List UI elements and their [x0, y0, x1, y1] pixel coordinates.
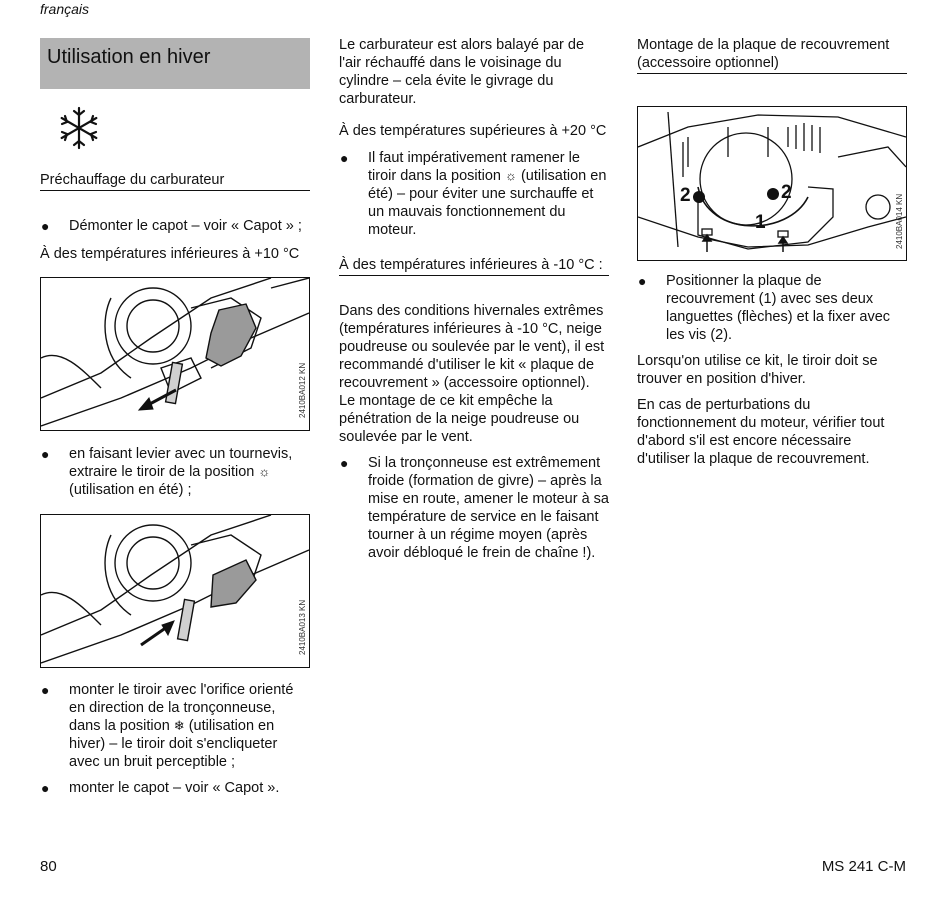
- list-item: [40, 445, 310, 499]
- cover-plate-heading: Montage de la plaque de recouvrement (accessoire optionnel): [637, 36, 907, 74]
- list-item: [40, 681, 310, 771]
- bullet-icon: ●: [41, 682, 50, 698]
- temp-below-minus10-heading: À des températures inférieures à -10 °C :: [339, 256, 609, 276]
- column-right: [637, 36, 907, 468]
- snowflake-icon: ❄: [173, 718, 185, 733]
- callout-screw-right: 2: [781, 182, 792, 203]
- paragraph: Lorsqu'on utilise ce kit, le tiroir doit se trouver en position d'hiver.: [637, 353, 878, 387]
- figure-remove-slide: [40, 277, 310, 431]
- bullet-text: monter le capot – voir « Capot ».: [69, 780, 280, 796]
- language-label: français: [40, 1, 90, 17]
- list-item: [339, 454, 609, 562]
- bullet-icon: ●: [638, 273, 647, 289]
- column-middle: [339, 36, 609, 562]
- list-item: [637, 272, 907, 344]
- bullet-text: (utilisation en été) – pour éviter une surchauffe et un mauvais fonctionnement du moteur.: [368, 168, 607, 238]
- figure-code: 2410BA014 KN: [895, 193, 904, 249]
- paragraph: Le carburateur est alors balayé par de l'air réchauffé dans le voisinage du cylindre – cela évite le givrage du carburateur.: [339, 37, 585, 107]
- bullet-text: Il faut impérativement ramener le tiroir dans la position: [368, 150, 580, 184]
- snowflake-icon: [56, 105, 102, 151]
- bullet-icon: ●: [41, 780, 50, 796]
- column-left: [40, 36, 310, 797]
- bullet-text: Démonter le capot – voir « Capot » ;: [69, 218, 302, 234]
- paragraph: En cas de perturbations du fonctionnement du moteur, vérifier tout d'abord s'il est encore nécessaire d'utiliser la plaque de recouvrement.: [637, 397, 885, 467]
- sun-icon: ☼: [258, 464, 271, 479]
- list-item: [40, 779, 310, 797]
- model-name: MS 241 C-M: [821, 858, 906, 875]
- paragraph: Dans des conditions hivernales extrêmes (températures inférieures à -10 °C, neige poudreuse ou soulevée par le vent), il est recommandé d'utiliser le kit « plaque de recouvrement » (accessoire optionnel). Le montage de ce kit empêche la pénétration de la neige poudreuse ou soulevée par le vent.: [339, 303, 605, 445]
- page-number: 80: [40, 858, 57, 875]
- bullet-text: en faisant levier avec un tournevis, extraire le tiroir de la position: [69, 446, 293, 480]
- bullet-text: (utilisation en hiver) – le tiroir doit s'encliqueter avec un bruit perceptible ;: [69, 718, 278, 770]
- figure-insert-slide: [40, 514, 310, 668]
- bullet-icon: ●: [340, 150, 349, 166]
- callout-screw-left: 2: [680, 185, 691, 206]
- bullet-icon: ●: [340, 455, 349, 471]
- figure-code: 2410BA013 KN: [298, 599, 307, 655]
- bullet-text: Positionner la plaque de recouvrement (1) avec ses deux languettes (flèches) et la fixer avec les vis (2).: [666, 273, 891, 343]
- temp-above-20-heading: À des températures supérieures à +20 °C: [339, 123, 607, 139]
- callout-plate: 1: [755, 212, 766, 233]
- bullet-text: Si la tronçonneuse est extrêmement froide (formation de givre) – après la mise en route, amener le moteur à sa température de service en le faisant tourner à un régime moyen (après avoir débloqué le frein de chaîne !).: [368, 455, 609, 561]
- temp-below-10-heading: À des températures inférieures à +10 °C: [40, 246, 300, 262]
- list-item: [339, 149, 609, 239]
- list-item: [40, 217, 310, 235]
- figure-code: 2410BA012 KN: [298, 362, 307, 418]
- bullet-icon: ●: [41, 446, 50, 462]
- section-title: Utilisation en hiver: [40, 38, 310, 89]
- bullet-icon: ●: [41, 218, 50, 234]
- bullet-text: (utilisation en été) ;: [69, 482, 192, 498]
- sun-icon: ☼: [505, 168, 517, 183]
- figure-cover-plate: [637, 106, 907, 261]
- carburetor-preheat-heading: Préchauffage du carburateur: [40, 171, 310, 191]
- bullet-text: monter le tiroir avec l'orifice orienté en direction de la tronçonneuse, dans la position: [69, 682, 294, 734]
